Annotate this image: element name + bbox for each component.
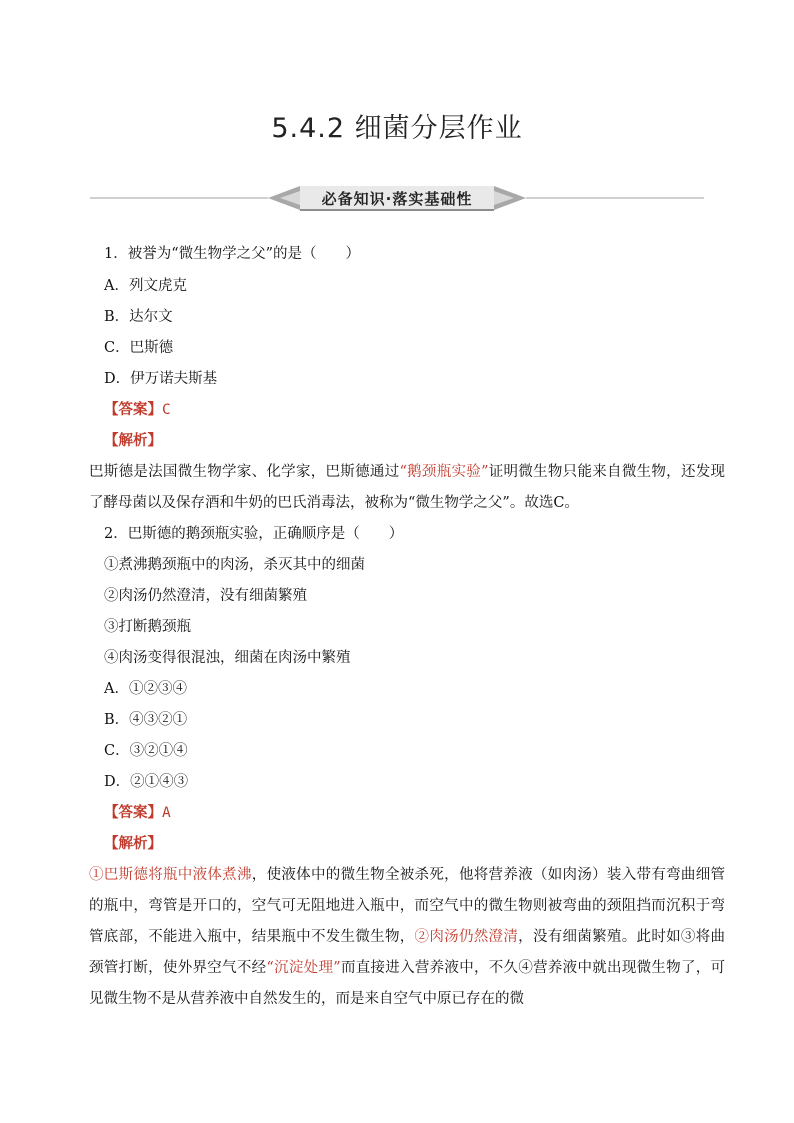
q2-option-c: C．③②①④	[104, 743, 188, 759]
q2-step-1: ①煮沸鹅颈瓶中的肉汤，杀灭其中的细菌	[104, 557, 365, 573]
analysis-highlight: ①巴斯德将瓶中液体煮沸	[89, 867, 252, 883]
q2-option-b: B．④③②①	[104, 712, 188, 728]
q1-analysis-text	[89, 457, 725, 519]
q2-option-a: A．①②③④	[104, 681, 187, 697]
analysis-highlight: “沉淀处理”	[266, 960, 341, 976]
q1-option-b: B．达尔文	[104, 309, 173, 325]
answer-label: 【答案】	[104, 401, 162, 418]
answer-value: A	[162, 805, 171, 821]
q2-option-d: D．②①④③	[104, 774, 189, 790]
analysis-text: ，使液体中的微生物全被杀死，他将营养液（如肉汤）装入带有弯曲细管的瓶中，弯管是开口的，空气可无阻地进入瓶中，而空气中的微生物则被弯曲的颈阻挡而沉积于弯管底部，不能进入瓶中，结果瓶中不发生微生物，	[89, 867, 726, 945]
q2-step-3: ③打断鹅颈瓶	[104, 619, 191, 635]
q1-option-a: A．列文虎克	[104, 278, 187, 294]
analysis-text: 而直接进入营养液中，不久④营养液中就出现微生物了，可见微生物不是从营养液中自然发生的，而是来自空气中原已存在的微	[89, 960, 726, 1007]
analysis-text: 巴斯德是法国微生物学家、化学家，巴斯德通过	[89, 464, 400, 480]
answer-label: 【答案】	[104, 804, 162, 821]
analysis-label: 【解析】	[104, 835, 162, 852]
analysis-label: 【解析】	[104, 432, 162, 449]
analysis-highlight: “鹅颈瓶实验”	[399, 464, 489, 480]
q2-step-2: ②肉汤仍然澄清，没有细菌繁殖	[104, 588, 307, 604]
analysis-highlight: ②肉汤仍然澄清	[414, 929, 519, 945]
q2-answer	[104, 803, 171, 823]
q1-option-d: D．伊万诺夫斯基	[104, 371, 218, 387]
page-title: 5.4.2 细菌分层作业	[271, 113, 523, 144]
banner-label: 必备知识·落实基础性	[321, 190, 473, 208]
question-1-stem: 1．被誉为“微生物学之父”的是（ ）	[104, 246, 361, 262]
q1-analysis-label	[104, 431, 162, 451]
question-2-stem: 2．巴斯德的鹅颈瓶实验，正确顺序是（ ）	[104, 526, 404, 542]
analysis-text: 证明微生物只能来自微生物，还发现了酵母菌以及保存酒和牛奶的巴氏消毒法，被称为“微生物学之父”。故选C。	[89, 464, 726, 511]
q1-option-c: C．巴斯德	[104, 340, 174, 356]
q1-answer	[104, 400, 171, 420]
answer-value: C	[162, 402, 171, 418]
q2-step-4: ④肉汤变得很混浊，细菌在肉汤中繁殖	[104, 650, 351, 666]
section-banner	[0, 180, 794, 216]
q2-analysis-label	[104, 834, 162, 854]
analysis-text: ，没有细菌繁殖。此时如③将曲颈管打断，使外界空气不经	[89, 929, 726, 976]
q2-analysis-text	[89, 860, 725, 1015]
